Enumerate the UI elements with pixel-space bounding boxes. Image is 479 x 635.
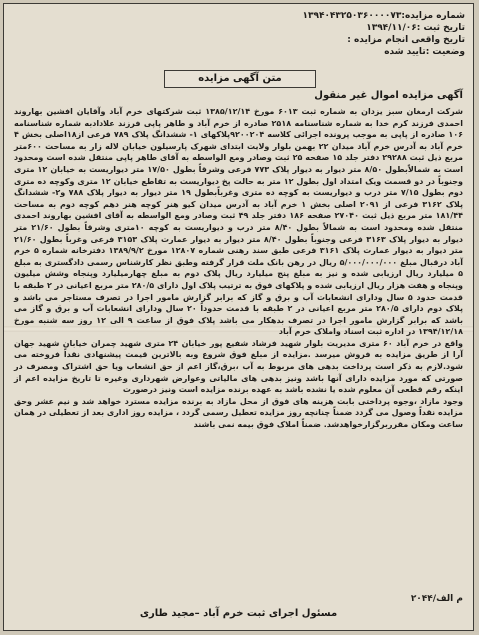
status: وضعیت :تایید شده <box>384 47 465 57</box>
body-paragraph-3: وجود مازاد ،وجوه پرداختی بابت هزینه های فوق از محل مازاد به برنده مزایده مسترد خواهد شد و نیم عشر وحق مزایده نقداً وصول می گردد ضمناً چنانچه روز مزایده تعطیل رسمی گردد ، مزایده روز اداری بعد از تعطیلی در همان ساعت ومکان مقرربرگزارخواهدشد. ضمناً املاک فوق بیمه نمی باشند <box>14 396 463 430</box>
notice-body <box>14 106 463 431</box>
body-paragraph-1: شرکت ارمغان سبز یزدان به شماره ثبت ۶۰۱۳ مورخ ۱۳۸۵/۱۲/۱۴ ثبت شرکتهای خرم آباد وآقایان افشین بهاروند احمدی فرزند کرم خدا به شماره شناسنامه ۲۵۱۸ صادره از خرم آباد و طاهر پاپی فرزند علادادبه شماره شناسنامه ۱۰۶ صادره از پاپی به موجب پرونده اجرائی کلاسه ۹۲۰۰۲۰۴پلاکهای ۱- ششدانگ پلاک ۷۸۹ فرعی از۱۸اصلی بخش ۴ خرم آباد به آدرس خرم آباد میدان ۲۲ بهمن بلوار ولایت ابتدای شهرک پارسیلون خیابان لاله زار به مساحت ۶۰۰متر مربع ذیل ثبت ۲۹۲۸۸ دفتر جلد ۱۵ صفحه ۲۵ ثبت وصادر ومع الواسطه به آقای طاهر پاپی منتقل شده است ومحدود است به شمالاًبطول ۸/۵۰ متر دیوار به دیوار پلاک ۷۷۳ فرعی وشرقاً بطول ۱۷/۵۰ متر دیواریست به خیابان ۱۲ متری وجنوباً در دو قسمت ویک امتداد اول بطول ۱۲ متر به حالت پخ دیواریست به تقاطع خیابان ۱۲ متری وکوچه ده متری دوم بطول ۷/۱۵ متر درب و دیواریست به کوچه ده متری وغرباًبطول ۱۹ متر دیوار به دیوار پلاک ۷۸۸ و۲- ششدانگ پلاک ۳۱۶۲ فرعی از ۲۰۹۱ اصلی بخش ۱ خرم آباد به آدرس میدان کیو هنر کوچه هنر دهم کوچه دوم به مساحت ۱۸۱/۴۴ متر مربع ذیل ثبت ۲۷۰۴۰ صفحه ۱۸۶ دفتر جلد ۴۹ ثبت وصادر ومع الواسطه به آقای افشین بهاروند احمدی منتقل شده ومحدود است به شمالاً بطول ۸/۴۰ متر درب و دیواریست به کوچه ۱۰متری وشرقاً بطول ۲۱/۶۰ متر دیوار به دیوار پلاک ۳۱۶۳ فرعی وجنوباً بطول ۸/۴۰ متر دیوار به دیوار عمارت پلاک ۳۱۵۳ فرعی وغرباً بطول ۲۱/۶۰ متر دیوار به دیوار عمارت پلاک ۳۱۶۱ فرعی طبق سند رهنی شماره ۱۲۸۰۷ مورخ ۱۳۸۹/۹/۲ دفترخانه شماره ۵ خرم آباد درقبال مبلغ ۵/۰۰۰/۰۰۰/۰۰۰ ریال در رهن بانک ملت قرار گرفته وطبق نظر کارشناس رسمی دادگستری به مبلغ ۵ میلیارد ریال ارزیابی شده و نیز به مبلغ پنج میلیارد ریال پلاک دوم به مبلغ چهارمیلیارد وپنجاه وشش میلیون وپنجاه و هفت هزار ریال ارزیابی شده و پلاکهای فوق به ترتیب پلاک اول دارای ۲۸۰/۵ متر مربع اعیانی در ۲ طبقه با قدمت حدود ۵ سال ودارای انشعابات آب و برق و گاز که برابر گزارش مامور اجرا در تصرف مستاجر می باشد و پلاک دوم دارای ۲۸۰/۵ متر مربع اعیانی در ۲ طبقه با قدمت حدوداً ۲۰ سال ودارای انشعابات آب و برق و گاز می باشد که برابر گزارش مامور اجرا در تصرف بدهکار می باشد پلاک فوق از ساعت ۹ الی ۱۲ روز سه شنبه مورخ ۱۳۹۴/۱۲/۱۸ در اداره ثبت اسناد واملاک خرم آباد <box>14 107 464 337</box>
registration-date: تاریخ ثبت :۱۳۹۴/۱۱/۰۶ <box>366 23 465 33</box>
footer-code: م الف/۲۰۴۴ <box>410 594 463 604</box>
auction-notice-document <box>3 3 474 631</box>
notice-title: متن آگهی مزایده <box>164 70 316 88</box>
notice-header <box>165 10 465 58</box>
auction-number: شماره مزایده:۱۳۹۴۰۴۳۲۵۰۳۶۰۰۰۰۷۳ <box>302 11 465 21</box>
signature-line: مسئول اجرای ثبت خرم آباد –مجید طاری <box>139 608 338 619</box>
body-paragraph-2: واقع در خرم آباد ۶۰ متری مدیریت بلوار شهید فرشاد شفیع پور خیابان ۲۴ متری شهید چمران خیابان شهید جهان آرا از طریق مزایده به فروش میرسد .مزایده از مبلغ فوق شروع وبه بالاترین قیمت پیشنهادی نقداً فروخته می شود.لازم به ذکر است پرداخت بدهی های مربوط به آب ،برق،گاز اعم از حق انشعاب ویا حق اشتراک ومصرف در صورتی که مورد مزایده دارای آنها باشد ونیز بدهی های مالیاتی وعوارض شهرداری وغیره تا تاریخ مزایده اعم از اینکه رقم قطعی آن معلوم شده یا نشده باشد به عهده برنده مزایده است ونیز درصورت <box>14 338 463 395</box>
auction-date: تاریخ واقعی انجام مزایده : <box>347 35 465 45</box>
notice-subtitle: آگهی مزایده اموال غیر منقول <box>314 90 463 101</box>
